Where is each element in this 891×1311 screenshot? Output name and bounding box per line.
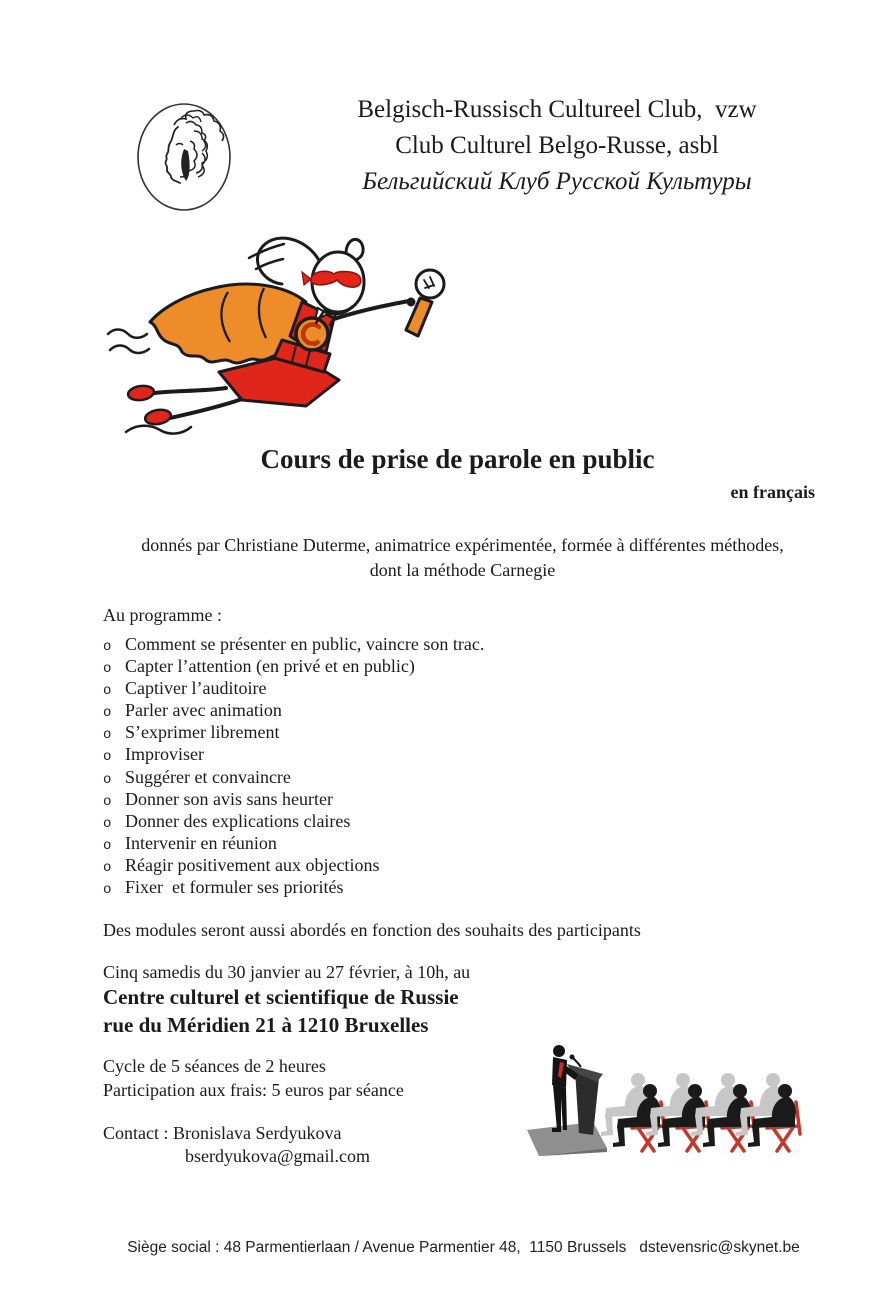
contact-name: Contact : Bronislava Serdyukova: [103, 1123, 342, 1143]
list-item: [103, 721, 484, 743]
club-names: [222, 92, 891, 200]
bullet-o: o: [103, 837, 112, 854]
list-item-text: Donner des explications claires: [125, 810, 351, 831]
contact-section: [103, 1122, 370, 1168]
intro-line-1: donnés par Christiane Duterme, animatrice expérimentée, formée à différentes méthodes,: [141, 535, 784, 555]
list-item-text: Fixer et formuler ses priorités: [125, 877, 344, 898]
list-item-text: Improviser: [125, 744, 204, 765]
venue-address: rue du Méridien 21 à 1210 Bruxelles: [103, 1013, 429, 1037]
flying-superheroine-with-microphone-icon: [106, 222, 462, 444]
footer-address: Siège social : 48 Parmentierlaan / Avenue Parmentier 48, 1150 Brussels dstevensric@skynet.be: [127, 1239, 800, 1256]
list-item: [103, 832, 484, 854]
bullet-o: o: [103, 882, 112, 899]
cycle-info: Cycle de 5 séances de 2 heures: [103, 1056, 326, 1076]
pushkin-logo-icon: [133, 100, 235, 214]
venue-name: Centre culturel et scientifique de Russie: [103, 985, 459, 1009]
pushkin-oval-sketch: [133, 100, 235, 214]
bullet-o: o: [103, 727, 112, 744]
schedule-dates: Cinq samedis du 30 janvier au 27 février, à 10h, au: [103, 962, 471, 982]
programme-heading: Au programme :: [103, 605, 222, 625]
bullet-o: o: [103, 705, 112, 722]
list-item: [103, 810, 484, 832]
bullet-o: o: [103, 749, 112, 766]
org-name-russian: Бельгийский Клуб Русской Культуры: [362, 168, 752, 195]
schedule-section: [103, 961, 470, 1039]
list-item: [103, 788, 484, 810]
org-name-french: Club Culturel Belgo-Russe, asbl: [395, 132, 719, 159]
bullet-o: o: [103, 815, 112, 832]
modules-note: Des modules seront aussi abordés en fonction des souhaits des participants: [103, 920, 641, 940]
intro-line-2: dont la méthode Carnegie: [369, 560, 556, 580]
bullet-o: o: [103, 859, 112, 876]
bullet-o: o: [103, 793, 112, 810]
programme-section: [103, 604, 484, 898]
list-item-text: Comment se présenter en public, vaincre son trac.: [125, 634, 485, 654]
list-item: [103, 655, 484, 677]
bullet-o: o: [103, 771, 112, 788]
list-item-text: Suggérer et convaincre: [125, 766, 291, 787]
list-item: [103, 854, 484, 876]
list-item: [103, 699, 484, 721]
course-intro: [0, 533, 891, 583]
list-item: [103, 677, 484, 699]
list-item: [103, 876, 484, 898]
list-item-text: S’exprimer librement: [125, 722, 280, 743]
bullet-o: o: [103, 639, 112, 655]
list-item: [103, 766, 484, 788]
list-item-text: Donner son avis sans heurter: [125, 788, 333, 809]
page-title: Cours de prise de parole en public: [260, 444, 655, 474]
list-item-text: Capter l’attention (en privé et en public): [125, 656, 415, 677]
language-note: en français: [730, 482, 815, 502]
org-name-dutch: Belgisch-Russisch Cultureel Club, vzw: [357, 96, 757, 123]
audience-illustration: [523, 1038, 805, 1156]
bullet-o: o: [103, 683, 112, 700]
list-item-text: Réagir positivement aux objections: [125, 854, 380, 875]
list-item: [103, 633, 484, 655]
pricing-section: [103, 1055, 404, 1102]
list-item: [103, 743, 484, 765]
speaker-at-podium-with-audience-icon: [523, 1038, 805, 1156]
fee-info: Participation aux frais: 5 euros par séance: [103, 1079, 404, 1100]
bullet-o: o: [103, 661, 112, 678]
contact-email: bserdyukova@gmail.com: [185, 1146, 371, 1166]
list-item-text: Parler avec animation: [125, 700, 282, 721]
list-item-text: Captiver l’auditoire: [125, 678, 267, 699]
list-item-text: Intervenir en réunion: [125, 832, 277, 853]
superheroine-illustration: [106, 222, 462, 444]
